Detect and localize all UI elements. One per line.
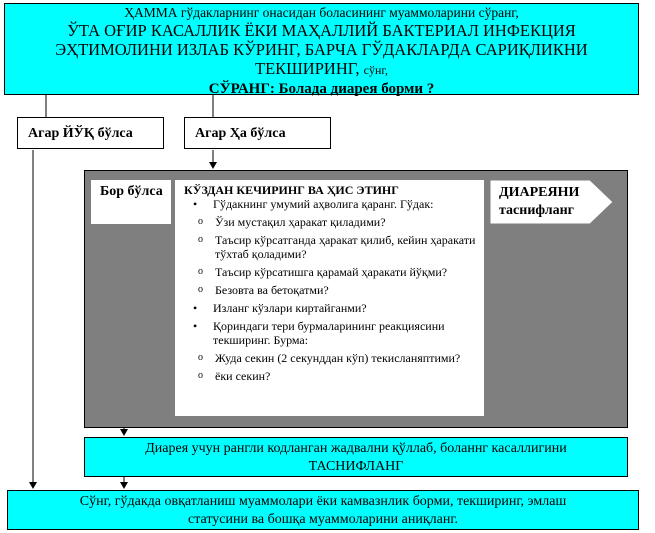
checklist-subitem: [195, 283, 480, 297]
bullet-dot-icon: •: [193, 197, 198, 211]
checklist-subitem: [195, 351, 480, 365]
checklist-subitem-text: ёки секин?: [215, 369, 271, 383]
checklist-subitem: [195, 265, 480, 279]
checklist-items: [184, 301, 480, 347]
bullet-circle-icon: o: [198, 266, 203, 277]
intro-question: СЎРАНГ: Болада диарея борми ?: [208, 81, 435, 97]
intro-line-4-small: сўнг,: [363, 63, 388, 77]
classify-line-2: ТАСНИФЛАНГ: [308, 459, 404, 474]
checklist-subitem: [195, 233, 480, 261]
classify-arrow-label: ДИАРЕЯНИ таснифланг: [499, 185, 580, 218]
bullet-dot-icon: •: [193, 301, 198, 315]
checklist-subitem: [195, 215, 480, 229]
checklist-heading: КЎЗДАН КЕЧИРИНГ ВА ҲИС ЭТИНГ: [184, 183, 399, 197]
condition-no-box: Агар ЙЎҚ бўлса: [17, 117, 164, 149]
checklist-item: [184, 197, 480, 211]
checklist-subitems: [184, 215, 480, 297]
classify-instruction-box: [84, 437, 628, 477]
classify-line-1: Диарея учун рангли кодланган жадвални қўллаб, боланнг касаллигини: [145, 441, 567, 456]
checklist-subitem-text: Таъсир кўрсатишга қарамай ҳаракати йўқми?: [215, 265, 448, 279]
checklist-item: [184, 319, 480, 347]
bullet-circle-icon: o: [198, 216, 203, 227]
next-steps-box: [7, 490, 639, 530]
checklist-subitem-text: Жуда секин (2 секунддан кўп) текисланяптими?: [215, 351, 461, 365]
condition-yes-box: Агар Ҳа бўлса: [184, 117, 331, 149]
intro-line-4: [5, 59, 638, 80]
bullet-dot-icon: •: [193, 319, 198, 333]
checklist-subitems: [184, 351, 480, 383]
intro-line-4-main: ТЕКШИРИНГ,: [255, 59, 364, 78]
checklist-subitem-text: Безовта ва бетоқатми?: [215, 283, 329, 297]
classify-arrow: [490, 180, 614, 225]
checklist-items: [184, 197, 480, 211]
bullet-circle-icon: o: [198, 284, 203, 295]
next-steps-line-2: статусини ва бошқа муаммоларини аниқланг.: [188, 512, 458, 527]
look-feel-checklist: [175, 180, 484, 416]
bullet-circle-icon: o: [198, 370, 203, 381]
intro-line-3: ЭҲТИМОЛИНИ ИЗЛАБ КЎРИНГ, БАРЧА ГЎДАКЛАРДА САРИҚЛИКНИ: [55, 40, 588, 59]
checklist-item-text: Қориндаги тери бурмаларининг реакциясини текширинг. Бурма:: [213, 319, 445, 347]
checklist-item-text: Гўдакнинг умумий аҳволига қаранг. Гўдак:: [213, 197, 434, 211]
assessment-intro-box: [4, 3, 639, 95]
bullet-circle-icon: o: [198, 234, 203, 245]
checklist-subitem-text: Ўзи мустақил ҳаракат қиладими?: [215, 215, 386, 229]
checklist-item-text: Изланг кўзлари киртайганми?: [213, 301, 367, 315]
checklist-item: [184, 301, 480, 315]
intro-line-1: ҲАММА гўдакларнинг онасидан боласининг муаммоларини сўранг,: [124, 5, 519, 20]
next-steps-line-1: Сўнг, гўдакда овқатланиш муаммолари ёки камвазнлик борми, текширинг, эмлаш: [79, 494, 567, 509]
bullet-circle-icon: o: [198, 352, 203, 363]
checklist-subitem: [195, 369, 480, 383]
present-label: Бор бўлса: [91, 180, 171, 224]
checklist-subitem-text: Таъсир кўрсатганда ҳаракат қилиб, кейин ҳаракати тўхтаб қоладими?: [215, 233, 476, 261]
intro-line-2: ЎТА ОҒИР КАСАЛЛИК ЁКИ МАҲАЛЛИЙ БАКТЕРИАЛ ИНФЕКЦИЯ: [67, 21, 576, 40]
